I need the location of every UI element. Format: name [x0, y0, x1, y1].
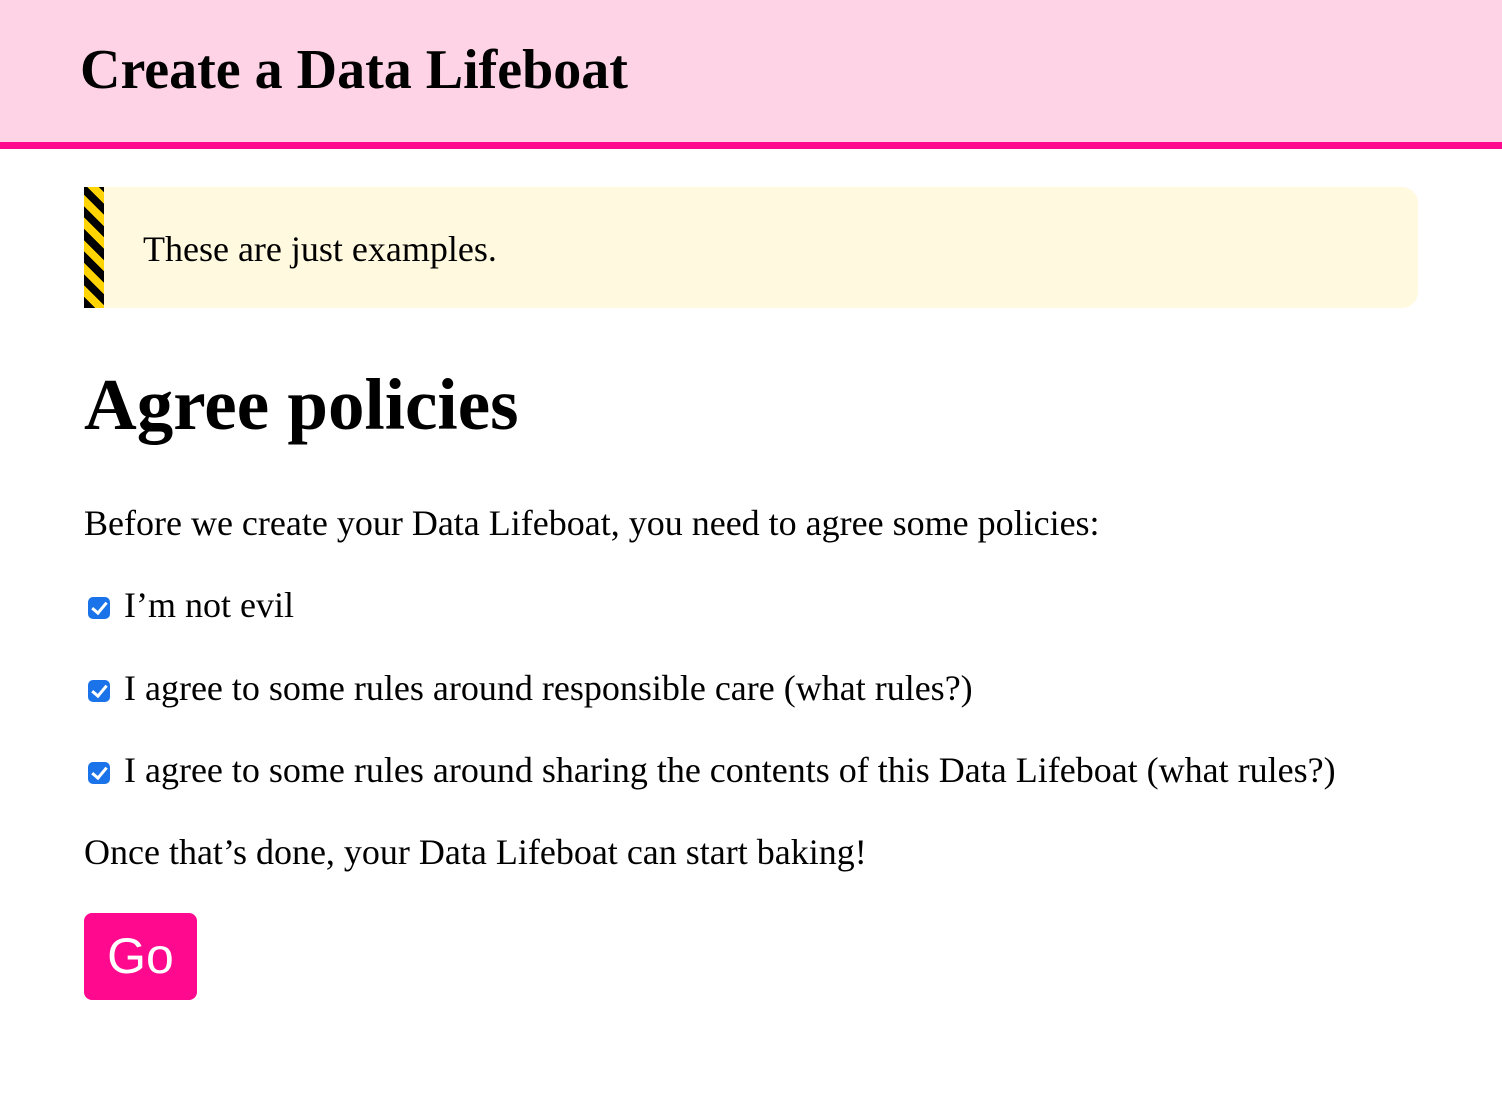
outro-text: Once that’s done, your Data Lifeboat can start baking!: [84, 832, 867, 872]
policy-responsible-care[interactable]: [88, 667, 973, 709]
site-title: Create a Data Lifeboat: [80, 39, 628, 101]
checkbox-checked-icon[interactable]: [88, 762, 110, 784]
policy-sharing-contents[interactable]: [88, 749, 1336, 791]
page-title: Agree policies: [84, 364, 519, 445]
site-header: [0, 0, 1502, 149]
notice-text: These are just examples.: [143, 229, 497, 269]
policy-not-evil[interactable]: [88, 584, 294, 626]
policy-label: I agree to some rules around responsible care (what rules?): [124, 668, 973, 708]
warning-stripe: [84, 187, 104, 308]
policy-label: I’m not evil: [124, 585, 294, 625]
checkbox-checked-icon[interactable]: [88, 680, 110, 702]
policy-label: I agree to some rules around sharing the contents of this Data Lifeboat (what rules?): [124, 750, 1336, 790]
intro-text: Before we create your Data Lifeboat, you need to agree some policies:: [84, 503, 1100, 543]
checkbox-checked-icon[interactable]: [88, 597, 110, 619]
go-button[interactable]: Go: [84, 913, 197, 1000]
example-notice: [84, 187, 1418, 308]
